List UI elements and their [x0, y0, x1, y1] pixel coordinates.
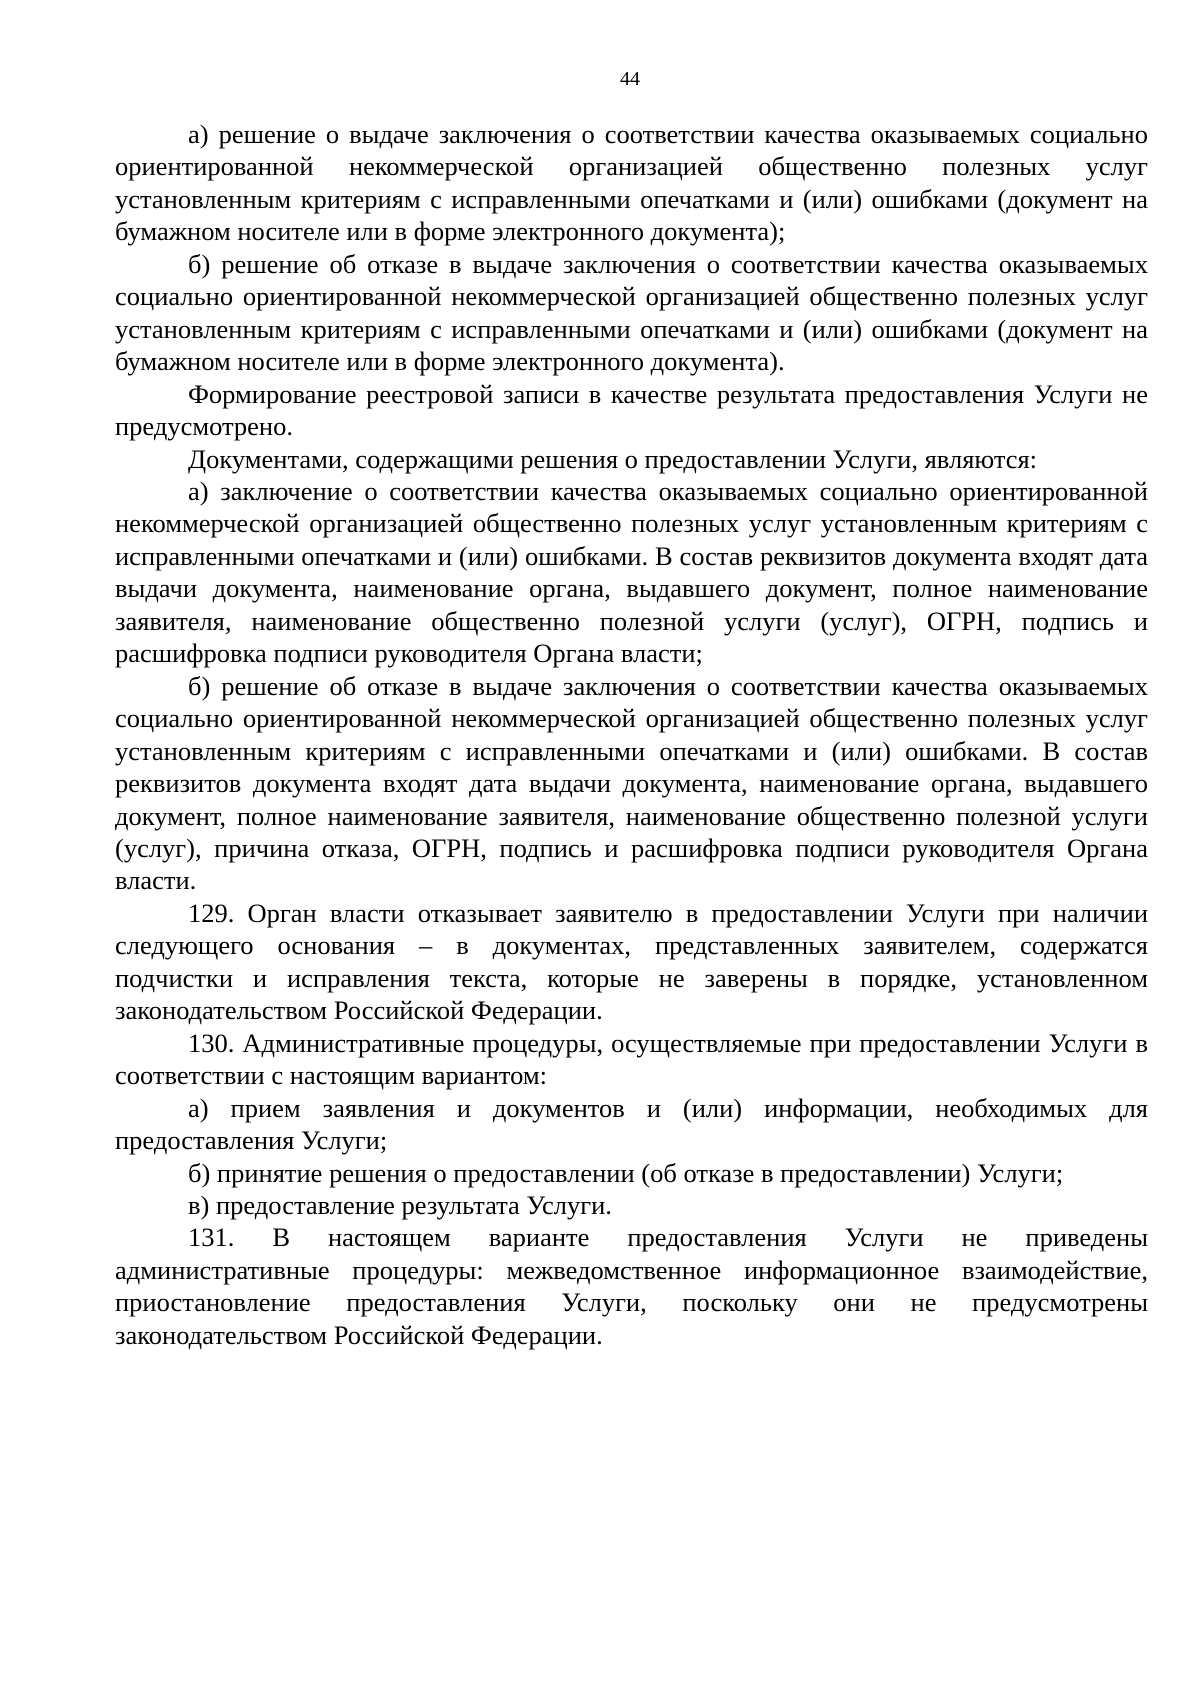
- paragraph-a-conclusion: а) заключение о соответствии качества оказываемых социально ориентированной некоммерческой организацией общественно полезных услуг установленным критериям с исправленными опечатками и (или) ошибками. В состав реквизитов документа входят дата выдачи документа, наименование органа, выдавшего документ, полное наименование заявителя, наименование общественно полезной услуги (услуг), ОГРН, подпись и расшифровка подписи руководителя Органа власти;: [115, 475, 1148, 669]
- paragraph-registry-record: Формирование реестровой записи в качестве результата предоставления Услуги не предусмотрено.: [115, 378, 1148, 442]
- paragraph-131: 131. В настоящем варианте предоставления Услуги не приведены административные процедуры: межведомственное информационное взаимодействие, приостановление предоставления Услуги, поскольку они не предусмотрены законодательством Российской Федерации.: [115, 1222, 1148, 1350]
- paragraph-a-decision-issue: а) решение о выдаче заключения о соответствии качества оказываемых социально ориентированной некоммерческой организацией общественно полезных услуг установленным критериям с исправленными опечатками и (или) ошибками (документ на бумажном носителе или в форме электронного документа);: [115, 119, 1148, 247]
- paragraph-129: 129. Орган власти отказывает заявителю в предоставлении Услуги при наличии следующего основания – в документах, представленных заявителем, содержатся подчистки и исправления текста, которые не заверены в порядке, установленном законодательством Российской Федерации.: [115, 897, 1148, 1026]
- paragraph-130: 130. Административные процедуры, осуществляемые при предоставлении Услуги в соответствии с настоящим вариантом:: [115, 1027, 1148, 1091]
- paragraph-130-a: а) прием заявления и документов и (или) информации, необходимых для предоставления Услуги;: [115, 1092, 1148, 1156]
- paragraph-documents-intro: Документами, содержащими решения о предоставлении Услуги, являются:: [188, 443, 1038, 474]
- paragraph-b-refusal-details: б) решение об отказе в выдаче заключения о соответствии качества оказываемых социально ориентированной некоммерческой организацией общественно полезных услуг установленным критериям с исправленными опечатками и (или) ошибками. В состав реквизитов документа входят дата выдачи документа, наименование органа, выдавшего документ, полное наименование заявителя, наименование общественно полезной услуги (услуг), причина отказа, ОГРН, подпись и расшифровка подписи руководителя Органа власти.: [115, 670, 1148, 896]
- document-body: [115, 118, 1148, 1351]
- paragraph-130-b: б) принятие решения о предоставлении (об отказе в предоставлении) Услуги;: [188, 1157, 1064, 1188]
- paragraph-b-decision-refusal: б) решение об отказе в выдаче заключения о соответствии качества оказываемых социально ориентированной некоммерческой организацией общественно полезных услуг установленным критериям с исправленными опечатками и (или) ошибками (документ на бумажном носителе или в форме электронного документа).: [115, 248, 1148, 377]
- paragraph-130-c: в) предоставление результата Услуги.: [188, 1189, 612, 1220]
- page-number: 44: [620, 68, 640, 90]
